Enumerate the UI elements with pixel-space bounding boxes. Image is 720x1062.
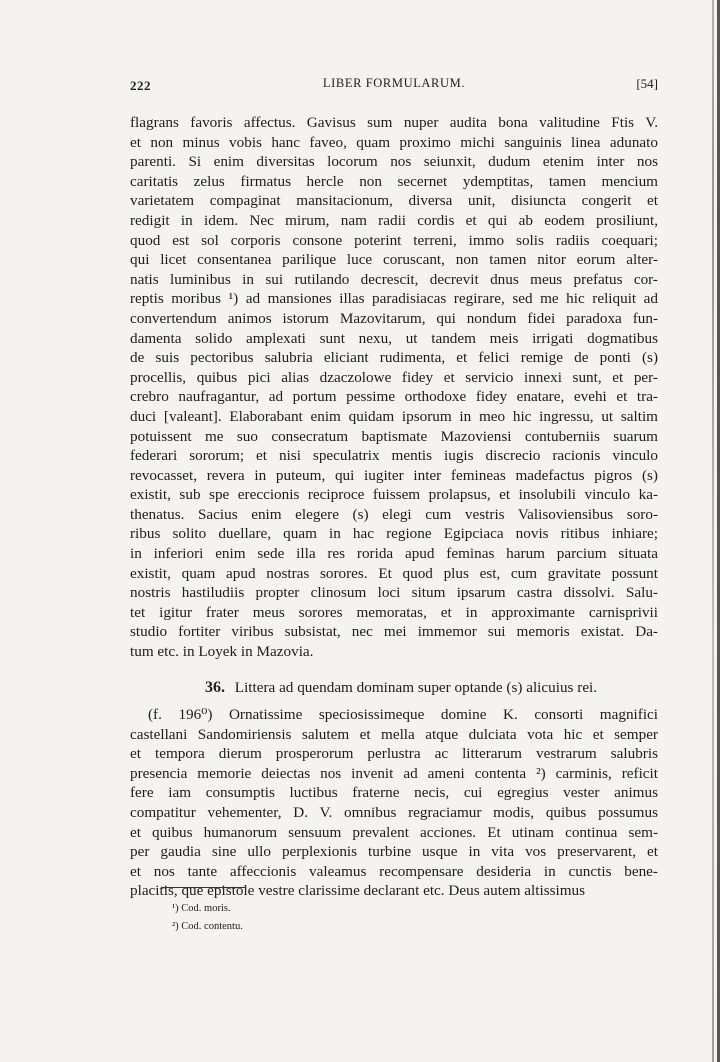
text-line: nostris hastiludiis propter clinosum loci situm ipsarum castra dissolvi. Salu- [130, 584, 658, 602]
running-title: LIBER FORMULARUM. [322, 76, 466, 90]
text-line: tum etc. in Loyek in Mazovia. [130, 643, 314, 661]
footnote-text: Cod. contentu. [181, 921, 243, 932]
text-line: caritatis zelus firmatus hercle non secernet ydemptitas, tamen mencium [130, 172, 658, 190]
footnote-rule [162, 887, 246, 888]
text-line: damenta solido amplexati sunt nexu, ut tandem meis irrigati dogmatibus [130, 329, 658, 347]
text-line: potuissent me suo consecratum baptismate Mazoviensi contuberniis suarum [130, 427, 658, 445]
text-line: revocasset, revera in puteum, qui iugiter inter femineas madefactus pigros (s) [130, 466, 658, 484]
text-line: ribus solito duellare, quam in hac regione Egipciaca novis ritibus inhiare; [130, 525, 658, 543]
page-header [130, 76, 658, 96]
text-line: convertendum animos istorum Mazovitarum, qui nondum fidei paradoxa fun- [130, 309, 658, 327]
footnote [172, 900, 243, 918]
text-line: existit, quam apud nostras sorores. Et quod plus est, cum gravitate possunt [130, 564, 658, 582]
footnotes [172, 900, 243, 936]
text-line: castellani Sandomiriensis salutem et mella atque dulciata vota hic et semper [130, 725, 658, 743]
text-line: de suis pectoribus salubria eliciant rudimenta, et felici remige de ponti (s) [130, 349, 658, 367]
text-line: crebro naufragantur, ad portum pessime orthodoxe fidey enatare, evehi et tra- [130, 388, 658, 406]
text-line: in inferiori enim sede illa res rorida apud feminas harum parcium situata [130, 545, 658, 563]
section-number: 36. [205, 679, 225, 696]
paragraph-letter-35 [130, 113, 658, 662]
text-line: presencia memorie deiectas nos invenit ad ameni contenta ²) carminis, reficit [130, 764, 658, 782]
paragraph-letter-36 [130, 705, 658, 901]
text-line: compatitur vehementer, D. V. omnibus regraciamur modis, quibus possumus [130, 803, 658, 821]
text-line: et nos tante affeccionis valeamus recompensare desideria in cunctis bene- [130, 862, 658, 880]
section-heading [205, 679, 597, 697]
text-line: et tempora dierum prosperorum perlustra ac litterarum vestrarum salubris [130, 745, 658, 763]
section-mark: [54] [636, 76, 658, 91]
text-line: procellis, quibus pici alias dzaczolowe fidey et servicio innexi sunt, et per- [130, 368, 658, 386]
text-line: fere iam consumptis luctibus fraterne necis, cui egregius vester animus [130, 784, 658, 802]
text-line: quod est sol corporis consone poterint terreni, immo solis radiis coequari; [130, 231, 658, 249]
text-line: existit, sub spe ereccionis reciproce fuissem prolapsus, et insolubili vinculo ka- [130, 486, 658, 504]
page-number: 222 [130, 78, 151, 93]
text-line: natis luminibus in sui rutilando decrescit, decrevit dnus meus prefatus cor- [130, 270, 658, 288]
text-line: thenatus. Sacius enim elegere (s) elegi cum vestris Valisoviensibus soro- [130, 505, 658, 523]
text-line: placitis, que epistole vestre clarissime declarant etc. Deus autem altissimus [130, 882, 586, 900]
text-line: et non minus vobis hanc faveo, quam proximo michi sanguinis linea adunato [130, 133, 658, 151]
footnote [172, 918, 243, 936]
text-line: per gaudia sine ullo perplexionis turbine usque in vita vos preservarent, et [130, 843, 658, 861]
text-line: (f. 196⁰) Ornatissime speciosissimeque domine K. consorti magnifici [148, 706, 658, 723]
footnote-mark: ²) [172, 921, 182, 932]
text-line: duci [valeant]. Elaborabant enim quidam ipsorum in meo hic ingressu, ut saltim [130, 407, 658, 425]
text-line: flagrans favoris affectus. Gavisus sum nuper audita bona valitudine Ftis V. [130, 114, 658, 131]
page-edge-shadow [712, 0, 714, 1062]
footnote-mark: ¹) [172, 903, 182, 914]
text-line: federari sororum; et nisi speculatrix mentis iugis discrecio racionis vinculo [130, 447, 658, 465]
footnote-text: Cod. moris. [181, 903, 231, 914]
section-title: Littera ad quendam dominam super optande (s) alicuius rei. [234, 679, 598, 696]
text-line: redigit in idem. Nec mirum, nam radii cordis et qui ab eodem prosiliunt, [130, 211, 658, 229]
text-line: studio fortiter viribus subsistat, nec mei immemor sui memoris existat. Da- [130, 623, 658, 641]
text-line: reptis moribus ¹) ad mansiones illas paradisiacas regirare, sed me hic reliquit ad [130, 290, 658, 308]
text-line: et quibus humanorum sensuum prevalent acciones. Et utinam continua sem- [130, 823, 658, 841]
text-line: tet igitur frater meus sorores memoratas, et in approximante carnisprivii [130, 603, 658, 621]
text-line: varietatem compaginat mansitacionum, diversa unit, disiuncta congerit et [130, 192, 658, 210]
text-line: parenti. Si enim diversitas locorum nos seiunxit, dudum etenim inter nos [130, 153, 658, 171]
text-line: qui licet consentanea parilique luce coruscant, non tamen nitor eorum alter- [130, 251, 658, 269]
